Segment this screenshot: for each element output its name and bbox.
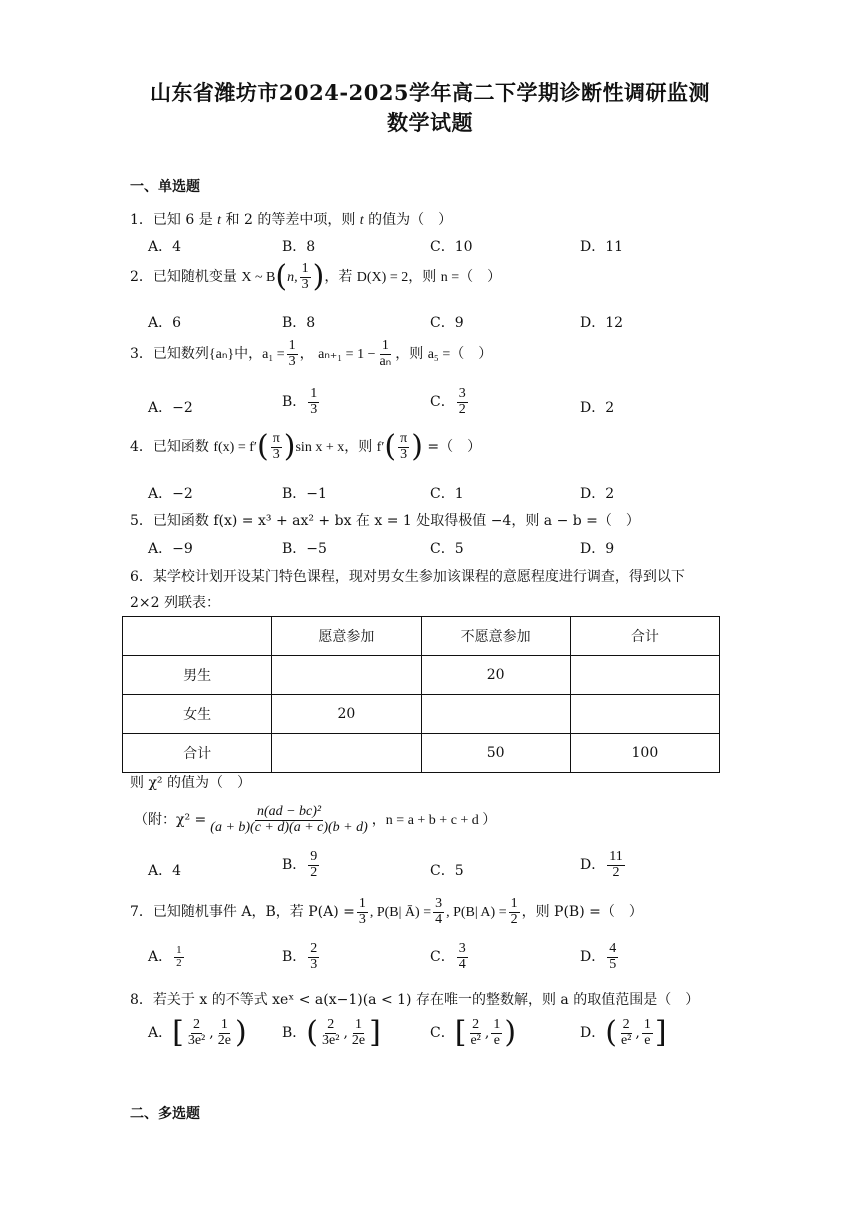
- table-cell: 合计: [570, 617, 719, 656]
- q5-option-d[interactable]: D．9: [580, 541, 615, 557]
- table-row: [123, 734, 720, 773]
- table-cell: [272, 656, 421, 695]
- q4-option-d[interactable]: D．2: [580, 486, 615, 502]
- table-cell: [272, 734, 421, 773]
- q7-option-b[interactable]: B． $\frac{2}{3}$: [282, 941, 318, 972]
- question-6-note: （附：χ² = $\frac{\text{n(ad − bc)²}}{(a + b)(c + d)(a + c)(b + d)}$ ，n = a + b + c + d ）: [134, 804, 497, 835]
- question-4: 4．已知函数 f(x) = f′( $\frac{\pi}{3}$ )sin x + x，则 f′( $\frac{\pi}{3}$ ) =（ ）: [130, 429, 482, 465]
- table-cell: [421, 695, 570, 734]
- q5-option-c[interactable]: C．5: [430, 541, 464, 557]
- q1-option-a[interactable]: A．4: [148, 239, 182, 255]
- q7-option-c[interactable]: C． $\frac{3}{4}$: [430, 941, 466, 972]
- q5-option-a[interactable]: A．−9: [148, 541, 193, 557]
- question-5: 5．已知函数 f(x) = x³ + ax² + bx 在 x = 1 处取得极值 −4，则 a − b =（ ）: [130, 513, 640, 529]
- section-multi-choice: 二、多选题: [130, 1106, 200, 1122]
- question-7: 7．已知随机事件 A，B，若 P(A) = $\frac{1}{3}$ , P(B| Ā) = $\frac{3}{4}$ , P(B| A) = $\frac{1}{2}$ ，则 P(B) =（ ）: [130, 896, 643, 927]
- table-cell: 不愿意参加: [421, 617, 570, 656]
- q3-option-d[interactable]: D．2: [580, 400, 615, 416]
- table-cell: [570, 656, 719, 695]
- q6-option-b[interactable]: B． $\frac{9}{2}$: [282, 849, 318, 880]
- table-cell: 50: [421, 734, 570, 773]
- q6-option-c[interactable]: C．5: [430, 863, 464, 879]
- q2-option-b[interactable]: B．8: [282, 315, 316, 331]
- q6-option-a[interactable]: A．4: [148, 863, 182, 879]
- q1-option-b[interactable]: B．8: [282, 239, 316, 255]
- table-cell: 20: [272, 695, 421, 734]
- q5-option-b[interactable]: B．−5: [282, 541, 327, 557]
- q7-option-a[interactable]: A． $\frac{1}{2}$: [148, 944, 182, 969]
- question-6-prompt: 则 χ² 的值为（ ）: [130, 775, 251, 791]
- q2-option-c[interactable]: C．9: [430, 315, 464, 331]
- question-2: 2．已知随机变量 X ~ B(n, $\frac{1}{3}$ )，若 D(X) = 2，则 n =（ ）: [130, 259, 502, 295]
- q2-option-d[interactable]: D．12: [580, 315, 624, 331]
- section-single-choice: 一、单选题: [130, 179, 200, 195]
- q1-option-c[interactable]: C．10: [430, 239, 473, 255]
- table-cell: 合计: [123, 734, 272, 773]
- q3-option-a[interactable]: A．−2: [148, 400, 193, 416]
- q8-option-a[interactable]: A．[ $\frac{2}{\text{3e²}}$ , $\frac{1}{2e}$ ): [148, 1015, 247, 1051]
- q3-option-b[interactable]: B． $\frac{1}{3}$: [282, 386, 318, 417]
- q8-option-c[interactable]: C．[ $\frac{2}{\text{e²}}$ , $\frac{1}{e}$ ): [430, 1015, 517, 1051]
- table-cell: 愿意参加: [272, 617, 421, 656]
- table-row: [123, 656, 720, 695]
- page-title: 山东省潍坊市2024-2025学年高二下学期诊断性调研监测: [149, 80, 711, 105]
- table-row: [123, 695, 720, 734]
- table-cell: [123, 617, 272, 656]
- question-8: 8．若关于 x 的不等式 xeˣ < a(x−1)(a < 1) 存在唯一的整数解，则 a 的取值范围是（ ）: [130, 992, 700, 1008]
- q7-option-d[interactable]: D． $\frac{4}{5}$: [580, 941, 617, 972]
- table-row: [123, 617, 720, 656]
- q3-option-c[interactable]: C． $\frac{3}{2}$: [430, 386, 466, 417]
- table-cell: 男生: [123, 656, 272, 695]
- table-cell: 20: [421, 656, 570, 695]
- q1-option-d[interactable]: D．11: [580, 239, 624, 255]
- q2-option-a[interactable]: A．6: [148, 315, 182, 331]
- q4-option-b[interactable]: B．−1: [282, 486, 327, 502]
- q6-option-d[interactable]: D． $\frac{11}{2}$: [580, 849, 623, 880]
- q4-option-c[interactable]: C．1: [430, 486, 464, 502]
- page-subtitle: 数学试题: [387, 110, 473, 135]
- question-1: 1．已知 6 是 t 和 2 的等差中项，则 t 的值为（ ）: [130, 212, 453, 228]
- question-6-line1: 6．某学校计划开设某门特色课程，现对男女生参加该课程的意愿程度进行调查，得到以下: [130, 569, 685, 585]
- question-3: 3．已知数列{aₙ}中，a₁ = $\frac{1}{3}$ ， aₙ₊₁ = 1 − $\frac{1}{\text{aₙ}}$ ，则 a₅ =（ ）: [130, 338, 493, 369]
- q4-option-a[interactable]: A．−2: [148, 486, 193, 502]
- table-cell: 100: [570, 734, 719, 773]
- table-cell: [570, 695, 719, 734]
- contingency-table: [122, 616, 720, 773]
- table-cell: 女生: [123, 695, 272, 734]
- q8-option-b[interactable]: B．( $\frac{2}{\text{3e²}}$ , $\frac{1}{2e}$ ]: [282, 1015, 381, 1051]
- q8-option-d[interactable]: D．( $\frac{2}{\text{e²}}$ , $\frac{1}{e}$ ]: [580, 1015, 667, 1051]
- question-6-line2: 2×2 列联表：: [130, 595, 220, 611]
